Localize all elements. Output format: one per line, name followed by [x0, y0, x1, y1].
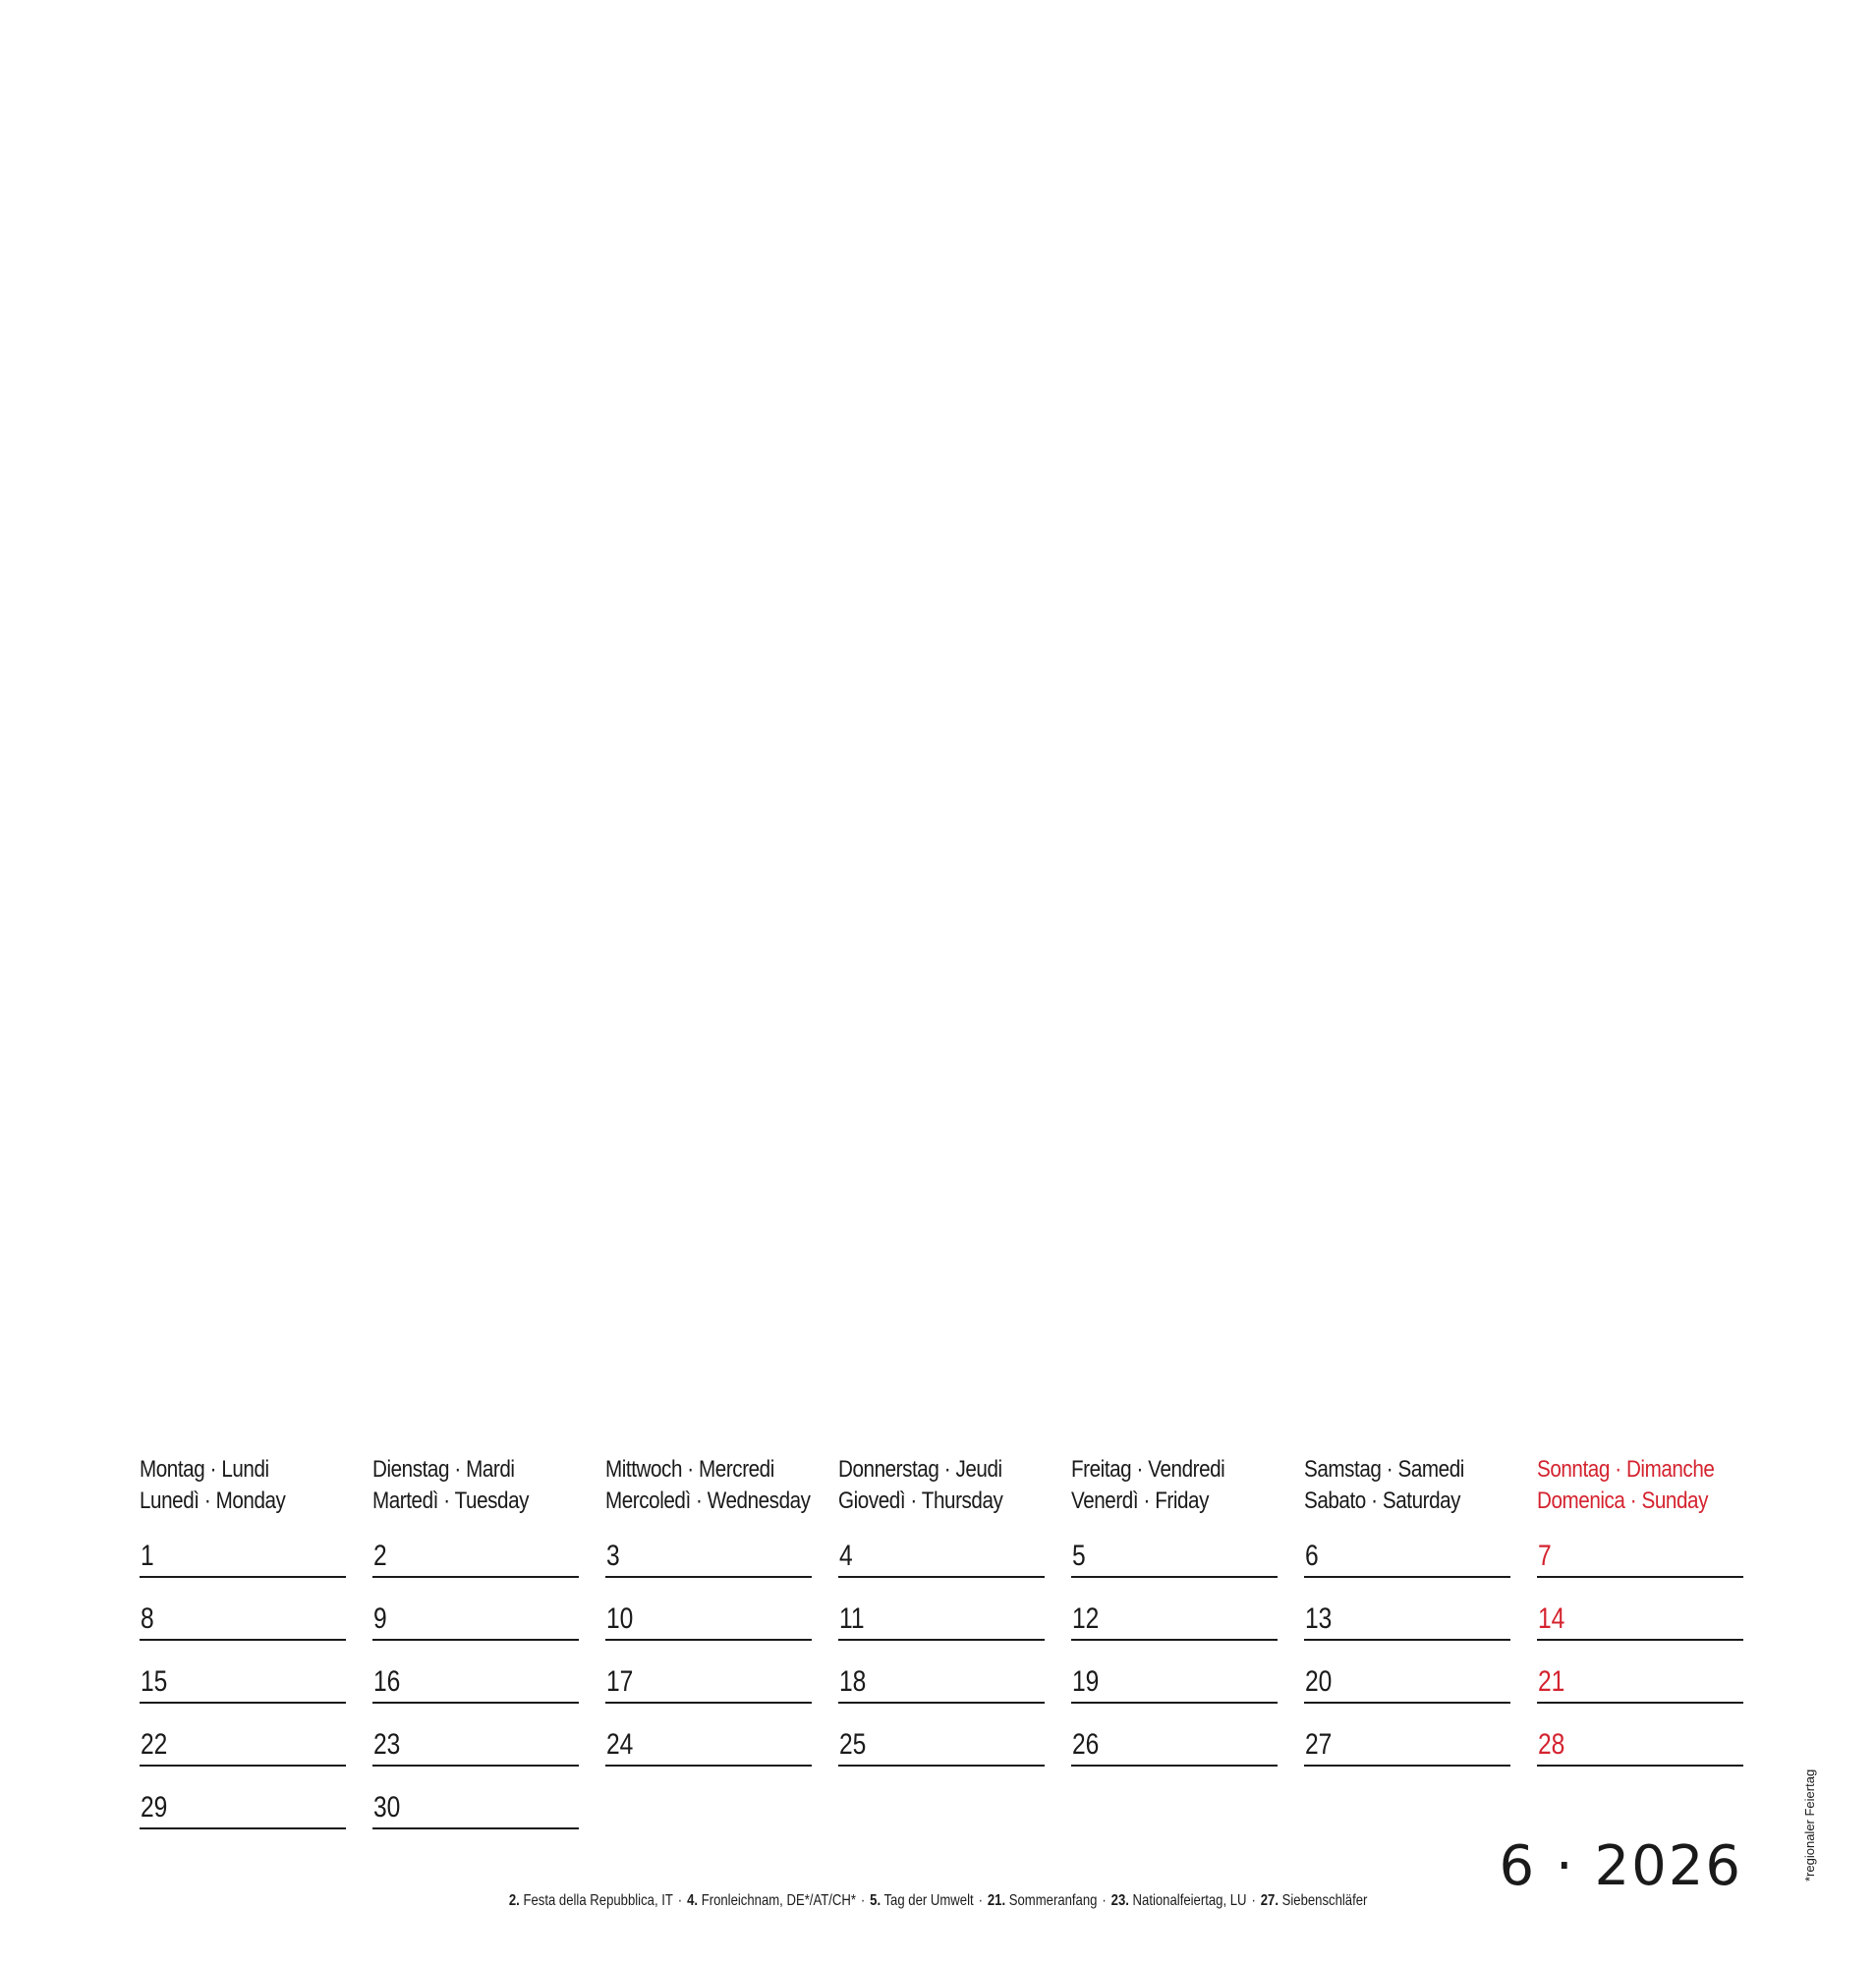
day-number: 5: [1072, 1540, 1086, 1572]
weekday-column: [372, 1454, 579, 1824]
weekday-header: [605, 1454, 811, 1517]
holiday-text: Sommeranfang: [1008, 1892, 1098, 1909]
holiday-text: Siebenschläfer: [1281, 1892, 1368, 1909]
day-number: 18: [839, 1665, 867, 1698]
regional-holiday-footnote: *regionaler Feiertag: [1802, 1768, 1817, 1881]
weekday-header-line-1: Donnerstag · Jeudi: [838, 1456, 1002, 1483]
weekday-header-line-1: Montag · Lundi: [140, 1456, 269, 1483]
day-cell[interactable]: [1537, 1596, 1743, 1641]
weekday-header: [1304, 1454, 1482, 1517]
day-cell[interactable]: [140, 1533, 346, 1578]
holiday-item: [1111, 1892, 1247, 1909]
day-cell[interactable]: [372, 1596, 579, 1641]
weekday-column: [1537, 1454, 1743, 1761]
day-number: 7: [1538, 1540, 1552, 1572]
day-number: 19: [1072, 1665, 1100, 1698]
day-cell[interactable]: [372, 1784, 579, 1829]
weekday-header-line-2: Martedì · Tuesday: [372, 1488, 530, 1514]
day-cell[interactable]: [1304, 1533, 1510, 1578]
weekday-header-line-2: Domenica · Sunday: [1537, 1488, 1708, 1514]
weekday-header-line-2: Lunedì · Monday: [140, 1488, 286, 1514]
day-cell[interactable]: [838, 1658, 1045, 1704]
weekday-header: [1537, 1454, 1715, 1517]
day-number: 25: [839, 1728, 867, 1761]
weekday-column: [838, 1454, 1045, 1761]
day-cell[interactable]: [1537, 1533, 1743, 1578]
day-cell[interactable]: [838, 1533, 1045, 1578]
day-number: 14: [1538, 1602, 1565, 1635]
weekday-column: [605, 1454, 812, 1761]
day-number: 21: [1538, 1665, 1565, 1698]
holiday-item: [1261, 1892, 1368, 1909]
month-year-label: 6 · 2026: [1499, 1834, 1742, 1898]
day-cell[interactable]: [140, 1784, 346, 1829]
day-cell[interactable]: [605, 1596, 812, 1641]
day-number: 26: [1072, 1728, 1100, 1761]
weekday-column: [1071, 1454, 1278, 1761]
day-cell[interactable]: [838, 1721, 1045, 1767]
day-number: 17: [606, 1665, 634, 1698]
holiday-day: 27.: [1260, 1892, 1279, 1909]
day-cell[interactable]: [372, 1658, 579, 1704]
weekday-header-line-2: Mercoledì · Wednesday: [605, 1488, 811, 1514]
day-number: 29: [141, 1791, 168, 1824]
day-number: 3: [606, 1540, 620, 1572]
weekday-header: [372, 1454, 550, 1517]
day-number: 13: [1305, 1602, 1333, 1635]
day-cell[interactable]: [140, 1658, 346, 1704]
weekday-header-line-1: Mittwoch · Mercredi: [605, 1456, 774, 1483]
day-number: 1: [141, 1540, 154, 1572]
day-number: 28: [1538, 1728, 1565, 1761]
holiday-text: Fronleichnam, DE*/AT/CH*: [701, 1892, 856, 1909]
day-number: 24: [606, 1728, 634, 1761]
day-cell[interactable]: [605, 1658, 812, 1704]
holiday-separator: ·: [978, 1892, 983, 1909]
day-number: 20: [1305, 1665, 1333, 1698]
day-cell[interactable]: [605, 1533, 812, 1578]
day-number: 4: [839, 1540, 853, 1572]
holiday-separator: ·: [677, 1892, 683, 1909]
day-cell[interactable]: [1537, 1658, 1743, 1704]
day-number: 10: [606, 1602, 634, 1635]
day-cell[interactable]: [1071, 1533, 1278, 1578]
holiday-text: Nationalfeiertag, LU: [1132, 1892, 1247, 1909]
day-number: 27: [1305, 1728, 1333, 1761]
weekday-header-line-2: Giovedì · Thursday: [838, 1488, 1003, 1514]
day-number: 2: [373, 1540, 387, 1572]
day-number: 30: [373, 1791, 401, 1824]
holiday-day: 5.: [869, 1892, 881, 1909]
holiday-list-inner: [509, 1891, 1368, 1911]
holiday-separator: ·: [1251, 1892, 1256, 1909]
day-number: 16: [373, 1665, 401, 1698]
day-number: 11: [839, 1602, 865, 1635]
holiday-item: [988, 1892, 1098, 1909]
weekday-header: [140, 1454, 317, 1517]
day-cell[interactable]: [140, 1596, 346, 1641]
holiday-day: 23.: [1110, 1892, 1129, 1909]
day-number: 23: [373, 1728, 401, 1761]
day-number: 9: [373, 1602, 387, 1635]
holiday-separator: ·: [860, 1892, 866, 1909]
holiday-text: Festa della Repubblica, IT: [523, 1892, 673, 1909]
holiday-day: 21.: [987, 1892, 1005, 1909]
day-cell[interactable]: [1071, 1721, 1278, 1767]
weekday-header-line-1: Sonntag · Dimanche: [1537, 1456, 1715, 1483]
day-cell[interactable]: [140, 1721, 346, 1767]
holiday-list: [0, 1891, 1876, 1911]
day-cell[interactable]: [1304, 1596, 1510, 1641]
day-cell[interactable]: [605, 1721, 812, 1767]
weekday-header-line-2: Venerdì · Friday: [1071, 1488, 1209, 1514]
holiday-item: [509, 1892, 673, 1909]
day-cell[interactable]: [372, 1721, 579, 1767]
day-number: 12: [1072, 1602, 1100, 1635]
day-number: 8: [141, 1602, 154, 1635]
weekday-header: [1071, 1454, 1249, 1517]
holiday-day: 4.: [686, 1892, 698, 1909]
weekday-header-line-1: Freitag · Vendredi: [1071, 1456, 1225, 1483]
holiday-day: 2.: [508, 1892, 520, 1909]
weekday-header-line-1: Dienstag · Mardi: [372, 1456, 515, 1483]
day-cell[interactable]: [1071, 1658, 1278, 1704]
day-cell[interactable]: [1537, 1721, 1743, 1767]
weekday-column: [140, 1454, 346, 1824]
weekday-header-line-2: Sabato · Saturday: [1304, 1488, 1461, 1514]
day-number: 22: [141, 1728, 168, 1761]
day-number: 6: [1305, 1540, 1319, 1572]
day-cell[interactable]: [1071, 1596, 1278, 1641]
day-number: 15: [141, 1665, 168, 1698]
day-cell[interactable]: [838, 1596, 1045, 1641]
day-cell[interactable]: [372, 1533, 579, 1578]
weekday-header-line-1: Samstag · Samedi: [1304, 1456, 1464, 1483]
holiday-text: Tag der Umwelt: [883, 1892, 974, 1909]
holiday-item: [687, 1892, 856, 1909]
weekday-header: [838, 1454, 1016, 1517]
day-cell[interactable]: [1304, 1721, 1510, 1767]
holiday-separator: ·: [1102, 1892, 1107, 1909]
day-cell[interactable]: [1304, 1658, 1510, 1704]
weekday-column: [1304, 1454, 1510, 1761]
holiday-item: [870, 1892, 973, 1909]
